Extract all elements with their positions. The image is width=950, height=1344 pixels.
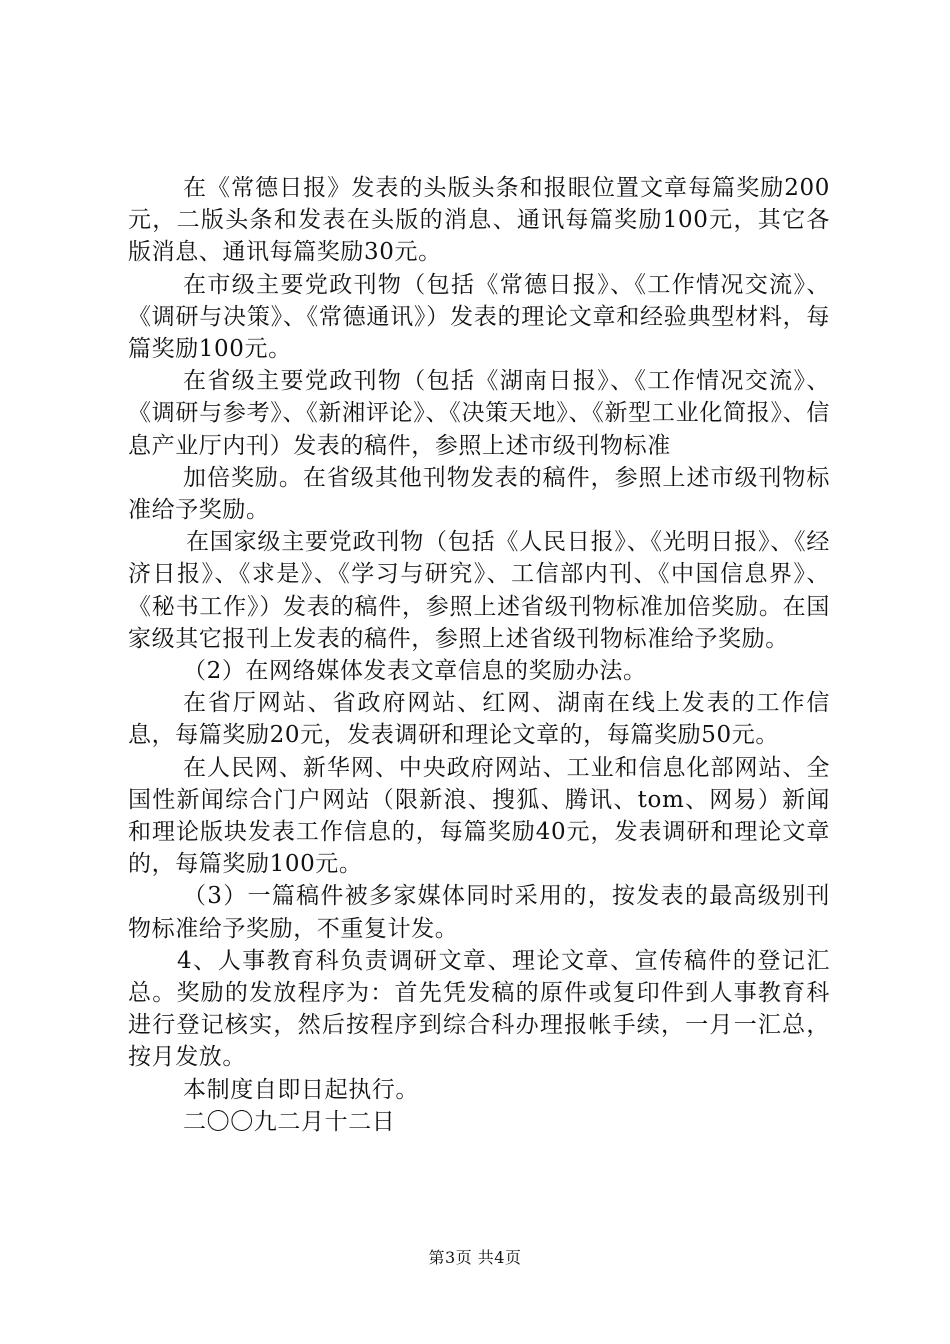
paragraph-effective-date: 本制度自即日起执行。 (183, 1076, 419, 1103)
paragraph-registration-procedure: 4、人事教育科负责调研文章、理论文章、宣传稿件的登记汇总。奖励的发放程序为：首先凭发稿的原件或复印件到人事教育科进行登记核实，然后按程序到综合科办理报帐手续，一月一汇总，按月发放。 (128, 947, 830, 1071)
paragraph-multiple-media-rule: （3）一篇稿件被多家媒体同时采用的，按发表的最高级别刊物标准给予奖励，不重复计发。 (128, 883, 830, 942)
paragraph-provincial-websites: 在省厅网站、省政府网站、红网、湖南在线上发表的工作信息，每篇奖励20元，发表调研和理论文章的，每篇奖励50元。 (128, 690, 830, 749)
paragraph-changde-daily-reward: 在《常德日报》发表的头版头条和报眼位置文章每篇奖励200元，二版头条和发表在头版的消息、通讯每篇奖励100元，其它各版消息、通讯每篇奖励30元。 (128, 175, 830, 266)
paragraph-city-level-publications: 在市级主要党政刊物（包括《常德日报》、《工作情况交流》、《调研与决策》、《常德通讯》）发表的理论文章和经验典型材料，每篇奖励100元。 (128, 271, 830, 363)
paragraph-province-double-reward: 加倍奖励。在省级其他刊物发表的稿件，参照上述市级刊物标准给予奖励。 (128, 464, 830, 524)
document-body (128, 172, 830, 1138)
paragraph-document-date: 二〇〇九二月十二日 (183, 1108, 396, 1135)
paragraph-national-websites: 在人民网、新华网、中央政府网站、工业和信息化部网站、全国性新闻综合门户网站（限新浪、搜狐、腾讯、tom、网易）新闻和理论版块发表工作信息的，每篇奖励40元，发表调研和理论文章的，每篇奖励100元。 (128, 754, 830, 878)
paragraph-online-media-heading: （2）在网络媒体发表文章信息的奖励办法。 (183, 658, 647, 685)
paragraph-province-level-publications: 在省级主要党政刊物（包括《湖南日报》、《工作情况交流》、《调研与参考》、《新湘评论》、《决策天地》、《新型工业化简报》、信息产业厅内刊）发表的稿件，参照上述市级刊物标准 (128, 368, 830, 459)
paragraph-national-level-publications: 在国家级主要党政刊物（包括《人民日报》、《光明日报》、《经济日报》、《求是》、《学习与研究》、工信部内刊、《中国信息界》、《秘书工作》）发表的稿件，参照上述省级刊物标准加倍奖励。在国家级其它报刊上发表的稿件，参照上述省级刊物标准给予奖励。 (128, 529, 830, 652)
page-footer: 第3页 共4页 (428, 1248, 522, 1267)
